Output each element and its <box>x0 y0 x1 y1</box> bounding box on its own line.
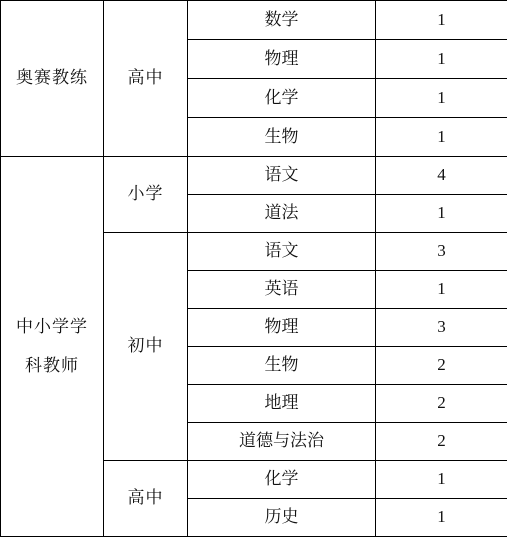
role-line: 科教师 <box>1 347 103 386</box>
subject-cell: 化学 <box>188 79 376 118</box>
count-cell: 2 <box>376 347 507 385</box>
count-cell: 1 <box>376 461 507 499</box>
count-cell: 1 <box>376 499 507 537</box>
table-row <box>1 157 507 195</box>
level-cell: 高中 <box>104 1 188 157</box>
subject-cell: 语文 <box>188 157 376 195</box>
count-cell: 1 <box>376 118 507 157</box>
subject-cell: 生物 <box>188 347 376 385</box>
subject-cell: 化学 <box>188 461 376 499</box>
count-cell: 1 <box>376 79 507 118</box>
count-cell: 2 <box>376 423 507 461</box>
table-row <box>1 1 507 40</box>
role-line: 中小学学 <box>1 308 103 347</box>
subject-cell: 道德与法治 <box>188 423 376 461</box>
subject-cell: 物理 <box>188 40 376 79</box>
level-cell: 小学 <box>104 157 188 233</box>
count-cell: 3 <box>376 309 507 347</box>
count-cell: 1 <box>376 1 507 40</box>
subject-cell: 地理 <box>188 385 376 423</box>
level-cell: 初中 <box>104 233 188 461</box>
subject-cell: 物理 <box>188 309 376 347</box>
subject-cell: 历史 <box>188 499 376 537</box>
count-cell: 3 <box>376 233 507 271</box>
subject-cell: 道法 <box>188 195 376 233</box>
count-cell: 2 <box>376 385 507 423</box>
subject-cell: 英语 <box>188 271 376 309</box>
count-cell: 1 <box>376 271 507 309</box>
count-cell: 1 <box>376 40 507 79</box>
subject-cell: 语文 <box>188 233 376 271</box>
count-cell: 1 <box>376 195 507 233</box>
subject-cell: 数学 <box>188 1 376 40</box>
role-cell <box>1 157 104 537</box>
role-cell: 奥赛教练 <box>1 1 104 157</box>
count-cell: 4 <box>376 157 507 195</box>
level-cell: 高中 <box>104 461 188 537</box>
subject-cell: 生物 <box>188 118 376 157</box>
